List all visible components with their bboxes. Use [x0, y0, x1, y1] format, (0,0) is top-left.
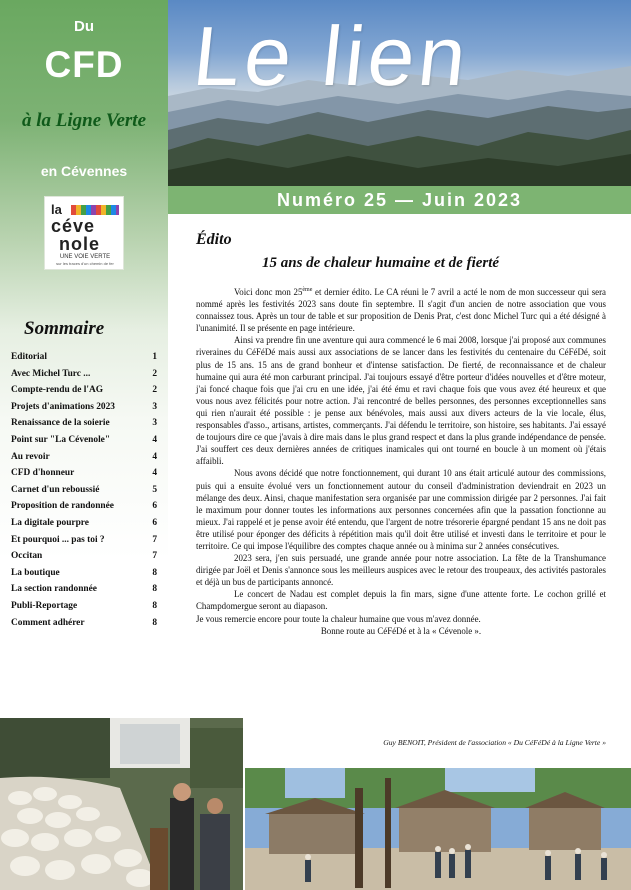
- edito-text: Voici donc mon 25: [234, 287, 303, 297]
- header-mountain-photo: [168, 0, 631, 186]
- edito-title: 15 ans de chaleur humaine et de fierté: [262, 255, 500, 271]
- toc-label: Projets d'animations 2023: [11, 401, 115, 412]
- masthead-du: Du: [74, 18, 94, 35]
- toc-page: 6: [152, 501, 157, 512]
- toc-page: 2: [152, 385, 157, 396]
- masthead-cfd: CFD: [44, 44, 124, 85]
- edito-paragraph: Ainsi va prendre fin une aventure qui aura commencé le 6 mai 2008, lorsque j'ai proposé aux communes riveraines du CéFéDé mais aussi aux associations de se lancer dans les festivités du centenaire du CéFéDé, soit plus de 15 ans. 15 ans de grand bonheur et d'intense satisfaction. De fierté, de reconnaissance et de chaleur humaine qui aura été mon carburant principal. J'ai toujours essayé d'être porteur d'idées nouvelles et d'être moteur, j'ai foncé chaque fois que j'ai cru en une idée, j'ai été ému et ravi chaque fois que vous avez été heureux et que vous nous avez félicités pour notre action. J'ai rencontré de belles personnes, des personnes exceptionnelles sans qui rien n'aurait été possible : je pense aux bénévoles, mais aussi aux divers acteurs de la vie locale, élus, responsables d'asso., artisans, artistes, commerçants. J'ai défendu le territoire, son histoire, ses habitants. J'ai essayé de toujours dire ce que j'avais à dire mais dans le plus grand respect et dans la plus grande indépendance de pensée. J'ai souffert ces deux dernières années de critiques inamicales qui ont tourné en boucle à un moment où j'étais affaibli.: [196, 335, 606, 467]
- edito-paragraph: [196, 286, 606, 334]
- toc-label: La digitale pourpre: [11, 517, 89, 528]
- toc-item[interactable]: [11, 369, 157, 386]
- edito-article: [196, 286, 606, 637]
- toc-page: 5: [152, 484, 157, 495]
- edito-paragraph: Je vous remercie encore pour toute la chaleur humaine que vous m'avez donnée.: [196, 613, 481, 624]
- la-cevenole-logo: [44, 196, 124, 270]
- masthead-ligne-verte: à la Ligne Verte: [21, 110, 147, 131]
- edito-paragraph: 2023 sera, j'en suis persuadé, une grande année pour notre association. La fête de la Transhumance dirigée par Joël et Denis s'annonce sous les meilleurs auspices avec le retour des troupeaux, des activités pastorales et déjà un bus de participants annoncé.: [196, 553, 606, 588]
- toc-page: 8: [152, 567, 157, 578]
- edito-heading: Édito: [196, 231, 232, 248]
- newsletter-title: Le lien: [189, 9, 475, 103]
- toc-item[interactable]: [11, 402, 157, 419]
- edito-paragraph: Bonne route au CéFéDé et à la « Cévenole ».: [320, 625, 482, 636]
- toc-page: 1: [152, 352, 157, 362]
- toc-label: Renaissance de la soierie: [11, 418, 110, 429]
- toc-label: Publi-Reportage: [11, 600, 78, 611]
- toc-item[interactable]: [11, 551, 157, 568]
- logo-subtagline: sur les traces d'un chemin de fer: [56, 261, 114, 266]
- toc-item[interactable]: [11, 601, 157, 618]
- toc-label: Compte-rendu de l'AG: [11, 385, 104, 396]
- toc-item[interactable]: [11, 385, 157, 402]
- toc-page: 2: [152, 368, 157, 379]
- toc-page: 8: [152, 584, 157, 595]
- toc-page: 3: [152, 401, 157, 412]
- toc-label: Point sur "La Cévenole": [11, 434, 111, 445]
- toc-label: Avec Michel Turc ...: [11, 368, 91, 379]
- toc-item[interactable]: [11, 468, 157, 485]
- stone-huts-image: [245, 768, 631, 890]
- toc-item[interactable]: [11, 518, 157, 535]
- toc-page: 4: [152, 434, 157, 445]
- toc-label: Proposition de randonnée: [11, 501, 114, 512]
- toc-item[interactable]: [11, 352, 157, 369]
- toc-page: 3: [152, 418, 157, 429]
- toc-item[interactable]: [11, 584, 157, 601]
- toc-page: 8: [152, 617, 157, 628]
- edito-superscript: ème: [302, 287, 313, 294]
- toc-item[interactable]: [11, 535, 157, 552]
- logo-stripes-icon: [71, 205, 119, 215]
- toc-page: 4: [152, 468, 157, 479]
- masthead-cevennes: en Cévennes: [40, 163, 128, 179]
- edito-text: et dernier édito. Le CA réuni le 7 avril a acté le nom de mon successeur qui sera nommé après les festivités 2023 sans doute fin septembre. Il s'agit d'un ancien de notre association que vous connaissez tous. Après un tour de table et sur proposition de Denis Prat, c'est donc Michel Turc qui a été désigné à l'unanimité. Il se présente en page intérieure.: [196, 287, 606, 334]
- edito-paragraph: Nous avons décidé que notre fonctionnement, qui durant 10 ans était articulé autour des commissions, puis qui a ensuite évolué vers un fonctionnement autour du conseil d'administration deviendrait en 2023 un mélange des deux. Ainsi, chaque manifestation sera organisée par une commission dirigée par 2 personnes. J'ai fait le maximum pour donner toutes les informations aux personnes concernées afin que la passation fonctionne au mieux. J'ai rappelé et je pense avoir été entendu, que l'argent de notre trésorerie épargné pendant 15 ans ne doit pas être utilisé pour éponger des déficits à répétition mais qu'il doit être utilisé et investi dans le territoire et pour le territoire. Ce qui impose l'équilibre des comptes chaque année ou à minima sur 2 années consécutives.: [196, 468, 606, 551]
- toc-page: 7: [152, 551, 157, 562]
- transhumance-sheep-photo: [0, 718, 243, 890]
- toc-label: Carnet d'un reboussié: [11, 484, 100, 495]
- logo-line-2: céve: [51, 216, 96, 236]
- logo-line-1: la: [51, 202, 62, 217]
- toc-label: Et pourquoi ... pas toi ?: [11, 534, 105, 545]
- toc-item[interactable]: [11, 452, 157, 469]
- toc-item[interactable]: [11, 485, 157, 502]
- edito-signature: Guy BENOIT, Président de l'association « Du CéFéDé à la Ligne Verte »: [383, 738, 606, 747]
- toc-page: 7: [152, 534, 157, 545]
- toc-item[interactable]: [11, 418, 157, 435]
- toc-item[interactable]: [11, 568, 157, 585]
- toc-page: 6: [152, 517, 157, 528]
- issue-banner: Numéro 25 — Juin 2023: [168, 186, 631, 214]
- toc-label: La section randonnée: [11, 584, 97, 595]
- toc-label: La boutique: [11, 567, 60, 578]
- toc-item[interactable]: [11, 618, 157, 635]
- logo-line-3: nole: [59, 234, 101, 254]
- toc-label: Au revoir: [11, 451, 50, 462]
- stone-huts-photo: [245, 768, 631, 890]
- sidebar: [0, 0, 168, 718]
- toc-label: Occitan: [11, 551, 43, 562]
- sommaire-title: Sommaire: [24, 318, 105, 339]
- toc-label: CFD d'honneur: [11, 468, 75, 479]
- toc-item[interactable]: [11, 501, 157, 518]
- toc-page: 8: [152, 600, 157, 611]
- logo-tagline: UNE VOIE VERTE: [59, 254, 111, 260]
- toc-page: 4: [152, 451, 157, 462]
- toc-item[interactable]: [11, 435, 157, 452]
- table-of-contents: [11, 352, 157, 634]
- toc-label: Editorial: [11, 352, 47, 362]
- edito-paragraph: Le concert de Nadau est complet depuis la fin mars, signe d'une attente forte. Le cochon grillé et Champdomergue seront au diapason.: [196, 589, 606, 612]
- toc-label: Comment adhérer: [11, 617, 85, 628]
- sheep-flock-image: [0, 718, 243, 890]
